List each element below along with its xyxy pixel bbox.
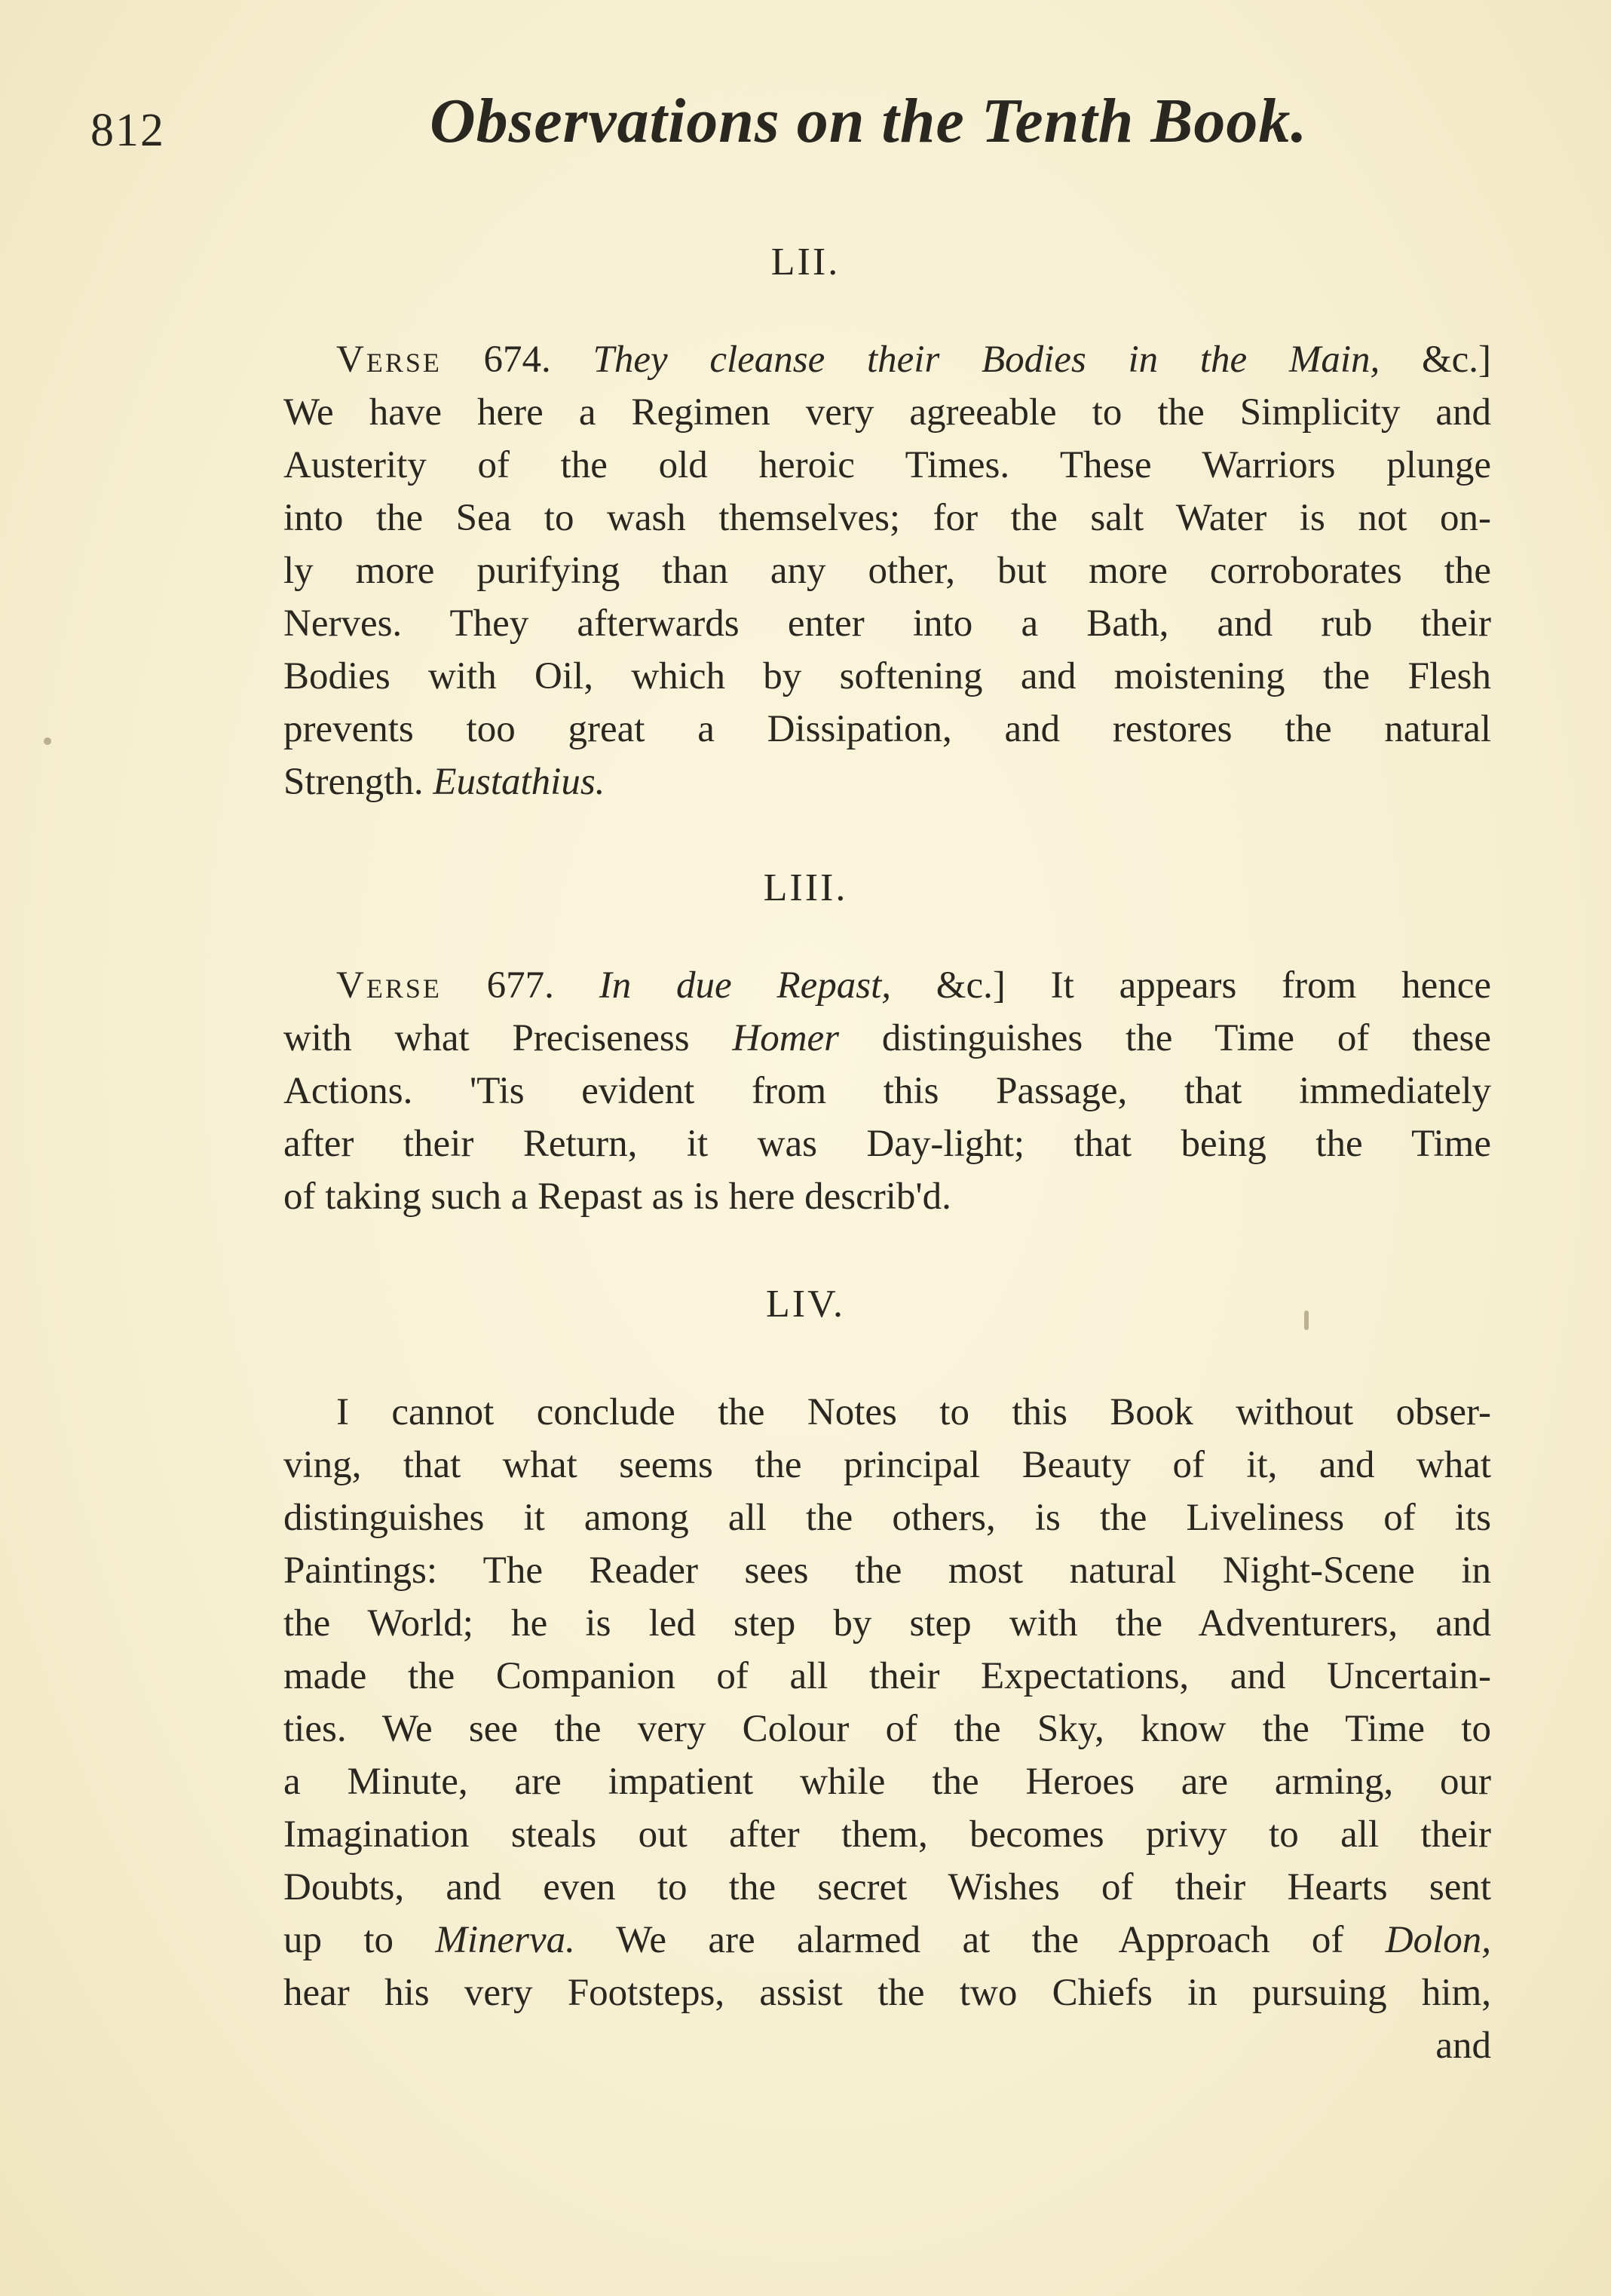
note-liv-line-4: Paintings: The Reader sees the most natural Night-Scene in — [283, 1550, 1491, 1592]
note-lii-line-1: Verse 674. They cleanse their Bodies in the Main, &c.] — [336, 339, 1492, 381]
note-lii-line-5: ly more purifying than any other, but more corroborates the — [283, 550, 1491, 592]
note-liv-line-12: hear his very Footsteps, assist the two Chiefs in pursuing him, — [283, 1972, 1491, 2014]
note-lii-line-4: into the Sea to wash themselves; for the salt Water is not on- — [283, 497, 1491, 539]
paper-speck — [1304, 1310, 1309, 1330]
page-number: 812 — [90, 105, 165, 156]
note-lii — [283, 333, 1491, 808]
note-liii-line-3: Actions. 'Tis evident from this Passage, that immediately — [283, 1070, 1491, 1112]
running-title: Observations on the Tenth Book. — [430, 86, 1308, 156]
note-liv-line-7: ties. We see the very Colour of the Sky, know the Time to — [283, 1708, 1491, 1750]
paper-speck — [44, 737, 51, 745]
note-liv-line-1: I cannot conclude the Notes to this Book without obser- — [336, 1391, 1491, 1433]
note-liv-line-3: distinguishes it among all the others, is the Liveliness of its — [283, 1497, 1491, 1539]
note-liii-line-1: Verse 677. In due Repast, &c.] It appears from hence — [336, 964, 1491, 1007]
note-liii-line-5: of taking such a Repast as is here describ'd. — [283, 1176, 951, 1218]
note-liv-line-8: a Minute, are impatient while the Heroes are arming, our — [283, 1761, 1491, 1803]
note-lii-line-2: We have here a Regimen very agreeable to the Simplicity and — [283, 391, 1491, 434]
note-lii-line-3: Austerity of the old heroic Times. These Warriors plunge — [283, 444, 1491, 486]
note-lii-line-8: prevents too great a Dissipation, and restores the natural — [283, 708, 1491, 750]
catchword: and — [1435, 2025, 1491, 2067]
note-lii-line-6: Nerves. They afterwards enter into a Bath, and rub their — [283, 602, 1491, 645]
note-liv-line-11: up to Minerva. We are alarmed at the Approach of Dolon, — [283, 1919, 1491, 1961]
note-lii-line-7: Bodies with Oil, which by softening and moistening the Flesh — [283, 655, 1491, 697]
note-liii — [283, 959, 1491, 1223]
note-liv-line-10: Doubts, and even to the secret Wishes of their Hearts sent — [283, 1866, 1491, 1908]
note-liii-line-2: with what Preciseness Homer distinguishes the Time of these — [283, 1017, 1491, 1059]
citation-eustathius: Eustathius. — [433, 761, 605, 803]
section-numeral-liv: LIV. — [766, 1283, 845, 1326]
note-liii-line-4: after their Return, it was Day-light; that being the Time — [283, 1123, 1491, 1165]
note-liv-line-6: made the Companion of all their Expectations, and Uncertain- — [283, 1655, 1491, 1697]
section-numeral-lii: LII. — [770, 241, 841, 284]
note-lii-line-9: Strength. Eustathius. — [283, 761, 605, 803]
note-liv-line-2: ving, that what seems the principal Beauty of it, and what — [283, 1444, 1491, 1486]
section-numeral-liii: LIII. — [763, 866, 848, 909]
note-liv-line-9: Imagination steals out after them, becomes privy to all their — [283, 1813, 1491, 1856]
note-liv-line-5: the World; he is led step by step with the Adventurers, and — [283, 1602, 1491, 1645]
note-liv — [283, 1386, 1491, 2072]
